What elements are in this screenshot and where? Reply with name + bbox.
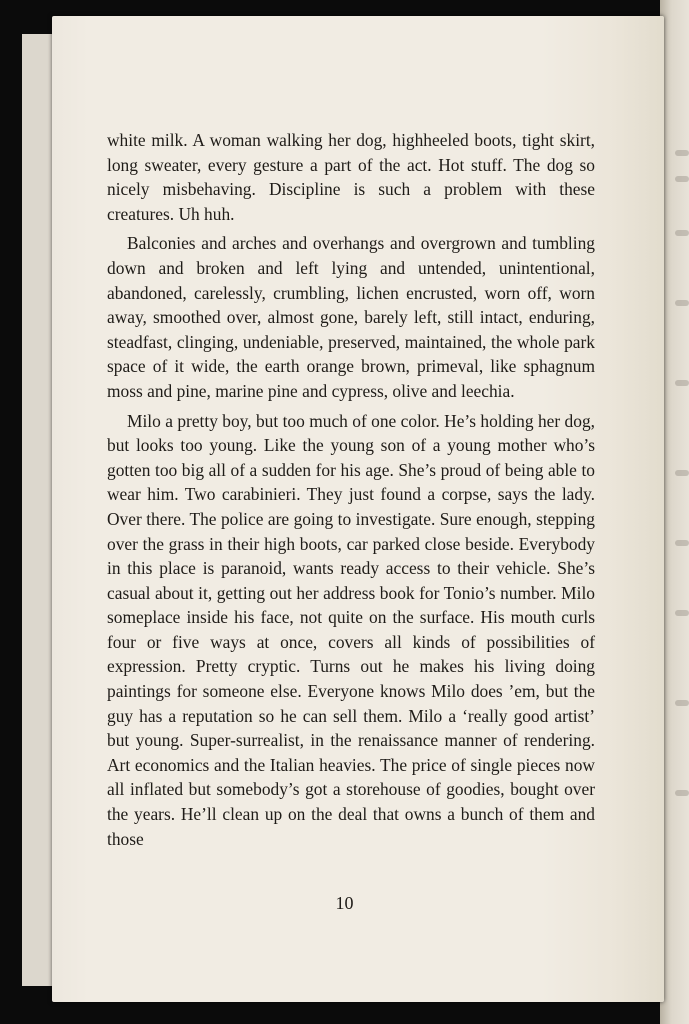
page-body-text — [107, 128, 595, 856]
paragraph-2: Balconies and arches and overhangs and overgrown and tumbling down and broken and left lying and untended, unintentional, abandoned, carelessly, crumbling, lichen encrusted, worn off, worn away, smoothed over, almost gone, barely left, still intact, enduring, steadfast, clinging, undeniable, preserved, maintained, the whole park space of it wide, the earth orange brown, primeval, like sphagnum moss and pine, marine pine and cypress, olive and leechia. — [107, 233, 595, 401]
next-page-edge — [660, 0, 689, 1024]
paragraph-1: white milk. A woman walking her dog, highheeled boots, tight skirt, long sweater, every gesture a part of the act. Hot stuff. The dog so nicely misbehaving. Discipline is such a problem with these creatures. Uh huh. — [107, 130, 595, 224]
page-number: 10 — [335, 893, 354, 913]
paragraph-3: Milo a pretty boy, but too much of one color. He’s holding her dog, but looks too young. Like the young son of a young mother who’s gotten too big all of a sudden for his age. She’s proud of being able to wear him. Two carabinieri. They just found a corpse, says the lady. Over there. The police are going to investigate. Sure enough, stepping over the grass in their high boots, car parked close beside. Everybody in this place is paranoid, wants ready access to their vehicle. She’s casual about it, getting out her address book for Tonio’s number. Milo someplace inside his face, not quite on the surface. His mouth curls four or five ways at once, covers all kinds of possibilities of expression. Pretty cryptic. Turns out he makes his living doing paintings for someone else. Everyone knows Milo does ’em, but the guy has a reputation so he can sell them. Milo a ‘really good artist’ but young. Super-surrealist, in the renaissance manner of rendering. Art economics and the Italian heavies. The price of single pieces now all inflated but somebody’s got a storehouse of goodies, bought over the years. He’ll clean up on the deal that owns a bunch of them and those — [107, 410, 595, 849]
